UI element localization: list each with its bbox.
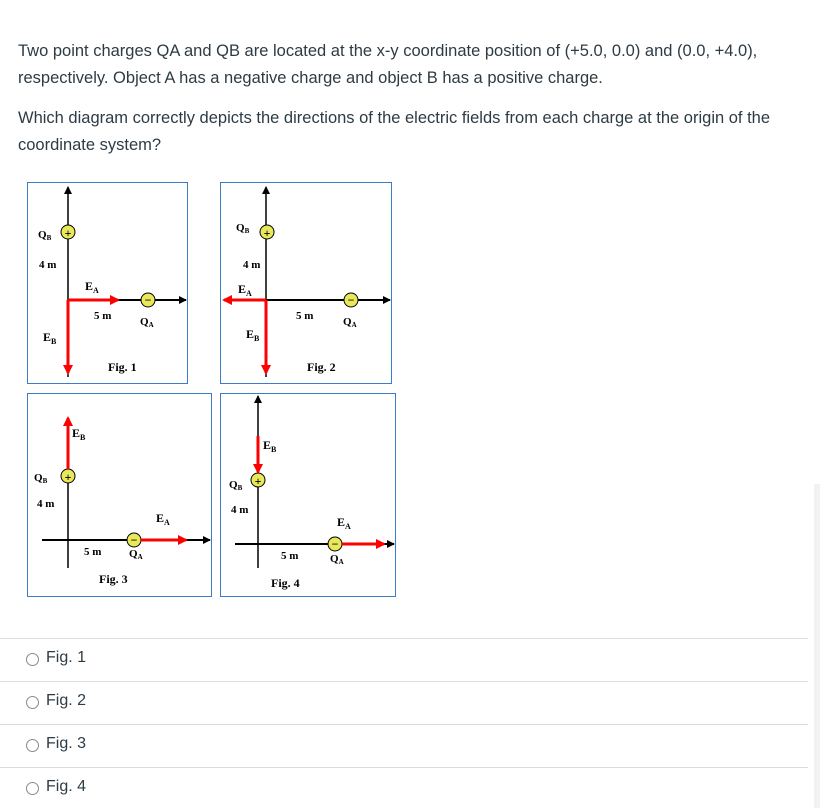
figure-4: [220, 393, 396, 597]
option-fig-4[interactable]: [0, 767, 808, 810]
dist-y-label: 4 m: [231, 504, 249, 516]
radio-button[interactable]: [26, 696, 39, 709]
option-fig-3[interactable]: [0, 724, 808, 767]
dist-x-label: 5 m: [84, 546, 102, 558]
negative-sign: −: [130, 533, 138, 547]
radio-button[interactable]: [26, 653, 39, 666]
option-fig-1[interactable]: [0, 638, 808, 681]
fig-caption: Fig. 3: [99, 572, 128, 586]
option-label: Fig. 1: [46, 649, 87, 666]
eb-label: $E_B$: [246, 327, 260, 343]
qb-label: QB: [236, 222, 250, 235]
eb-label: $E_B$: [263, 438, 277, 454]
positive-sign: +: [64, 226, 72, 240]
qa-label: QA: [343, 316, 357, 329]
dist-x-label: 5 m: [281, 550, 299, 562]
fig-caption: Fig. 1: [108, 360, 137, 374]
qb-label: QB: [229, 479, 243, 492]
radio-button[interactable]: [26, 782, 39, 795]
dist-y-label: 4 m: [37, 498, 55, 510]
dist-x-label: 5 m: [296, 310, 314, 322]
figure-1: [27, 182, 188, 384]
question-prompt: Which diagram correctly depicts the directions of the electric fields from each charge at the origin of the coordinate system?: [18, 109, 771, 154]
ea-label: $E_A$: [85, 279, 99, 295]
option-fig-2[interactable]: [0, 681, 808, 724]
negative-sign: −: [331, 537, 339, 551]
positive-sign: +: [64, 470, 72, 484]
fig-caption: Fig. 4: [271, 576, 300, 590]
qb-label: QB: [34, 472, 48, 485]
negative-sign: −: [347, 293, 355, 307]
qa-label: QA: [140, 316, 154, 329]
qb-label: QB: [38, 229, 52, 242]
ea-label: $E_A$: [238, 282, 252, 298]
scrollbar[interactable]: [814, 484, 820, 808]
dist-y-label: 4 m: [243, 259, 261, 271]
option-label: Fig. 4: [46, 778, 87, 795]
radio-button[interactable]: [26, 739, 39, 752]
qa-label: QA: [330, 553, 344, 566]
option-label: Fig. 3: [46, 735, 87, 752]
qa-label: QA: [129, 548, 143, 561]
ea-label: $E_A$: [156, 511, 170, 527]
negative-sign: −: [144, 293, 152, 307]
figure-3: [27, 393, 212, 597]
ea-label: $E_A$: [337, 515, 351, 531]
eb-label: $E_B$: [72, 426, 86, 442]
figure-2: [220, 182, 392, 384]
dist-y-label: 4 m: [39, 259, 57, 271]
question-text: Two point charges QA and QB are located at the x-y coordinate position of (+5.0, 0.0) and (0.0, +4.0), respectively. Object A has a negative charge and object B has a positive charge.: [18, 42, 758, 87]
positive-sign: +: [254, 474, 262, 488]
dist-x-label: 5 m: [94, 310, 112, 322]
fig-caption: Fig. 2: [307, 360, 336, 374]
positive-sign: +: [263, 226, 271, 240]
option-label: Fig. 2: [46, 692, 87, 709]
eb-label: $E_B$: [43, 330, 57, 346]
